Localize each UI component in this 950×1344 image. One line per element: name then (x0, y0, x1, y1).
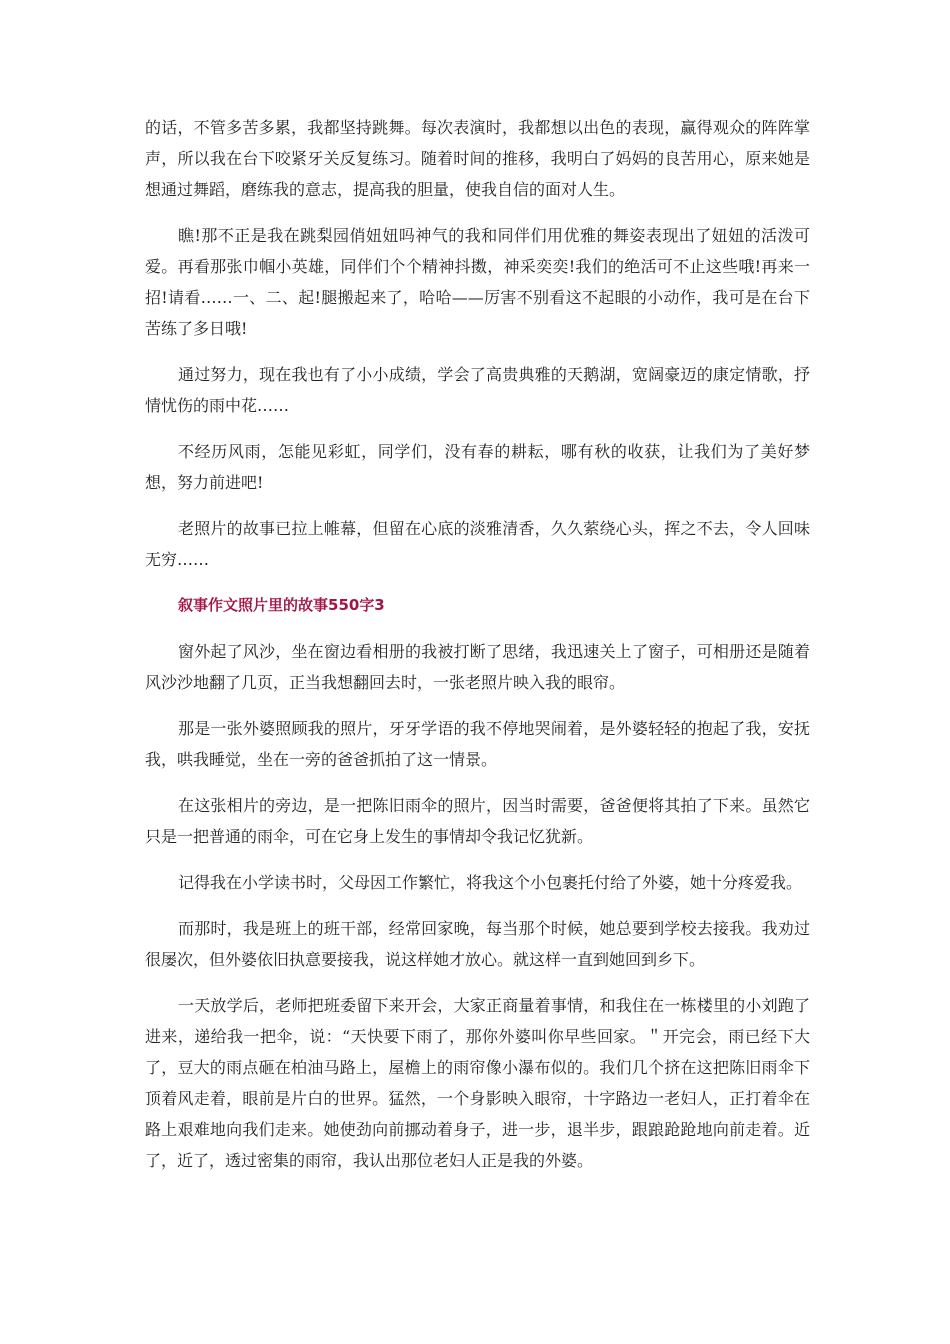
paragraph-class-cadre: 而那时，我是班上的班干部，经常回家晚，每当那个时候，她总要到学校去接我。我劝过很屡次，但外婆依旧执意要接我，说这样她才放心。就这样一直到她回到乡下。 (145, 919, 810, 969)
section-heading: 叙事作文照片里的故事550字3 (178, 596, 385, 614)
paragraph-umbrella-photo: 在这张相片的旁边，是一把陈旧雨伞的照片，因当时需要，爸爸便将其拍了下来。虽然它只是一把普通的雨伞，可在它身上发生的事情却令我记忆犹新。 (145, 796, 810, 846)
paragraph-encouragement: 不经历风雨，怎能见彩虹，同学们，没有春的耕耘，哪有秋的收获，让我们为了美好梦想，努力前进吧! (145, 442, 810, 492)
paragraph-achievements: 通过努力，现在我也有了小小成绩，学会了高贵典雅的天鹅湖，宽阔豪迈的康定情歌，抒情忧伤的雨中花…… (145, 365, 810, 415)
paragraph-closing: 老照片的故事已拉上帷幕，但留在心底的淡雅清香，久久萦绕心头，挥之不去，令人回味无穷…… (145, 519, 810, 569)
paragraph-grandma-photo: 那是一张外婆照顾我的照片，牙牙学语的我不停地哭闹着，是外婆轻轻的抱起了我，安抚我，哄我睡觉，坐在一旁的爸爸抓拍了这一情景。 (145, 719, 810, 769)
paragraph-rainy-day: 一天放学后，老师把班委留下来开会，大家正商量着事情，和我住在一栋楼里的小刘跑了进来，递给我一把伞，说：“天快要下雨了，那你外婆叫你早些回家。＂开完会，雨已经下大了，豆大的雨点砸在柏油马路上，屋檐上的雨帘像小瀑布似的。我们几个挤在这把陈旧雨伞下顶着风走着，眼前是片白的世界。猛然，一个身影映入眼帘，十字路边一老妇人，正打着伞在路上艰难地向我们走来。她使劲向前挪动着身子，进一步，退半步，跟踉跄跄地向前走着。近了，近了，透过密集的雨帘，我认出那位老妇人正是我的外婆。 (145, 996, 810, 1170)
document-body (145, 112, 810, 1191)
paragraph-window-sand: 窗外起了风沙，坐在窗边看相册的我被打断了思绪，我迅速关上了窗子，可相册还是随着风沙沙地翻了几页，正当我想翻回去时，一张老照片映入我的眼帘。 (145, 642, 810, 692)
paragraph-continued: 的话，不管多苦多累，我都坚持跳舞。每次表演时，我都想以出色的表现，赢得观众的阵阵掌声，所以我在台下咬紧牙关反复练习。随着时间的推移，我明白了妈妈的良苦用心，原来她是想通过舞蹈，磨练我的意志，提高我的胆量，使我自信的面对人生。 (145, 118, 810, 199)
paragraph-dance-show: 瞧!那不正是我在跳梨园俏妞妞吗神气的我和同伴们用优雅的舞姿表现出了妞妞的活泼可爱。再看那张巾帼小英雄，同伴们个个精神抖擞，神采奕奕!我们的绝活可不止这些哦!再来一招!请看……一、二、起!腿搬起来了，哈哈——厉害不别看这不起眼的小动作，我可是在台下苦练了多日哦! (145, 226, 810, 338)
paragraph-primary-school: 记得我在小学读书时，父母因工作繁忙，将我这个小包裹托付给了外婆，她十分疼爱我。 (178, 873, 803, 892)
